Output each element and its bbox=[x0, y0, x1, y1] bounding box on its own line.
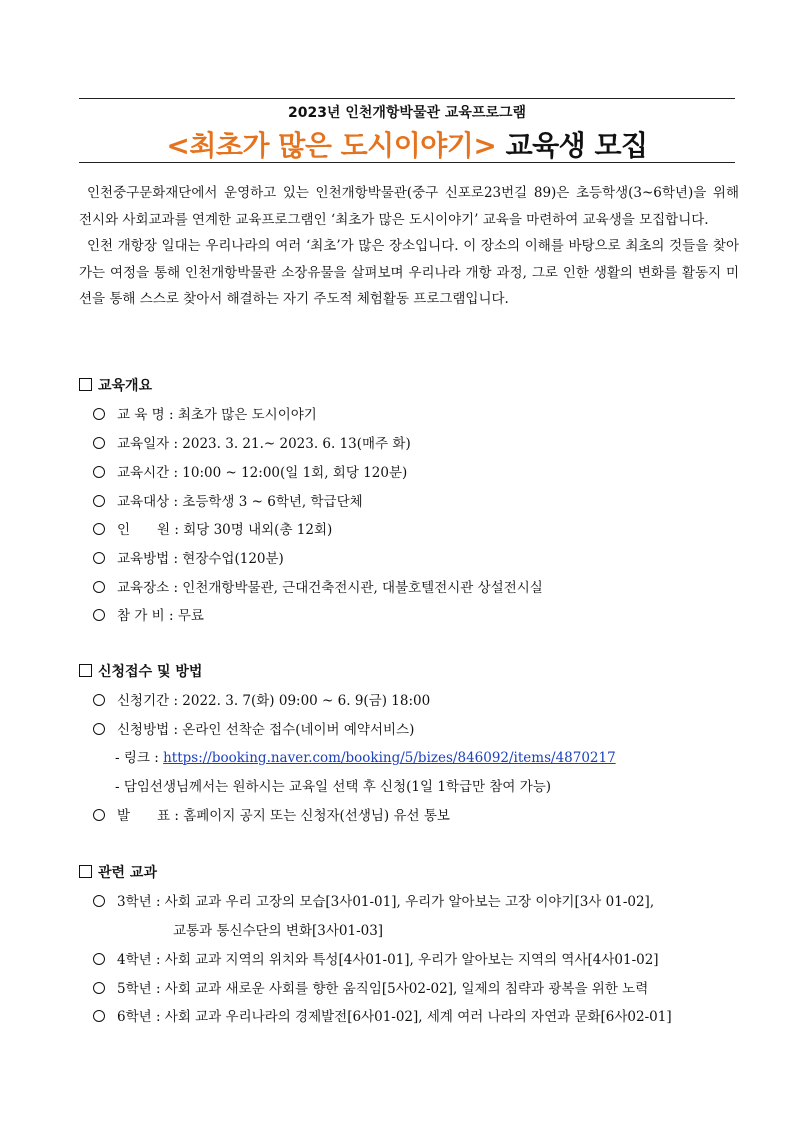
list-item bbox=[93, 1005, 672, 1025]
circle-bullet-icon bbox=[93, 953, 105, 965]
circle-bullet-icon bbox=[93, 466, 105, 478]
booking-link[interactable]: https://booking.naver.com/booking/5/bizes/846092/items/4870217 bbox=[163, 750, 616, 766]
list-item bbox=[93, 890, 654, 910]
list-item-text: 교육시간 : 10:00 ~ 12:00(일 1회, 회당 120분) bbox=[117, 465, 408, 481]
circle-bullet-icon bbox=[93, 437, 105, 449]
circle-bullet-icon bbox=[93, 408, 105, 420]
list-item-text: 5학년 : 사회 교과 새로운 사회를 향한 움직임[5사02-02], 일제의 침략과 광복을 위한 노력 bbox=[117, 981, 649, 997]
section-heading-application bbox=[79, 661, 202, 681]
list-item-text: 6학년 : 사회 교과 우리나라의 경제발전[6사01-02], 세계 여러 나라의 자연과 문화[6사02-01] bbox=[117, 1009, 672, 1025]
circle-bullet-icon bbox=[93, 523, 105, 535]
circle-bullet-icon bbox=[93, 1010, 105, 1022]
circle-bullet-icon bbox=[93, 609, 105, 621]
list-item bbox=[93, 977, 648, 997]
circle-bullet-icon bbox=[93, 723, 105, 735]
list-item-text: 교육일자 : 2023. 3. 21.~ 2023. 6. 13(매주 화) bbox=[117, 436, 411, 452]
list-item-text: 3학년 : 사회 교과 우리 고장의 모습[3사01-01], 우리가 알아보는 고장 이야기[3사 01-02], bbox=[117, 894, 655, 910]
list-item-text: 참 가 비 : 무료 bbox=[117, 608, 204, 624]
booking-link-row bbox=[115, 746, 616, 766]
section-heading-label: 신청접수 및 방법 bbox=[98, 664, 203, 680]
list-item-text: 교 육 명 : 최초가 많은 도시이야기 bbox=[117, 407, 317, 423]
checkbox-square-icon bbox=[79, 664, 92, 677]
list-item-text: 인 원 : 회당 30명 내외(총 12회) bbox=[117, 522, 333, 538]
application-note: - 담임선생님께서는 원하시는 교육일 선택 후 신청(1일 1학급만 참여 가능) bbox=[115, 779, 552, 795]
circle-bullet-icon bbox=[93, 694, 105, 706]
top-rule bbox=[79, 98, 735, 99]
link-label: - 링크 : bbox=[115, 750, 164, 766]
list-item-text: 신청기간 : 2022. 3. 7(화) 09:00 ~ 6. 9(금) 18:00 bbox=[117, 693, 431, 709]
circle-bullet-icon bbox=[93, 495, 105, 507]
list-item-text: 4학년 : 사회 교과 지역의 위치와 특성[4사01-01], 우리가 알아보는 지역의 역사[4사01-02] bbox=[117, 952, 659, 968]
title-rest: 교육생 모집 bbox=[496, 129, 648, 162]
list-item bbox=[93, 461, 407, 481]
circle-bullet-icon bbox=[93, 809, 105, 821]
list-item-text: 신청방법 : 온라인 선착순 접수(네이버 예약서비스) bbox=[117, 722, 415, 738]
section-heading-label: 교육개요 bbox=[98, 378, 153, 394]
list-item-text: 교육장소 : 인천개항박물관, 근대건축전시관, 대불호텔전시관 상설전시실 bbox=[117, 580, 543, 596]
list-item bbox=[93, 403, 317, 423]
circle-bullet-icon bbox=[93, 982, 105, 994]
section-heading-subjects bbox=[79, 862, 157, 882]
section-heading-overview bbox=[79, 375, 152, 395]
list-item bbox=[93, 518, 332, 538]
circle-bullet-icon bbox=[93, 581, 105, 593]
intro-paragraph-1: 인천중구문화재단에서 운영하고 있는 인천개항박물관(중구 신포로23번길 89)은 초등학생(3~6학년)을 위해 전시와 사회교과를 연계한 교육프로그램인 ‘최초가 많은 도시이야기’ 교육을 마련하여 교육생을 모집합니다. bbox=[79, 185, 739, 228]
list-item bbox=[93, 576, 543, 596]
list-item bbox=[93, 432, 411, 452]
intro-paragraph-2: 인천 개항장 일대는 우리나라의 여러 ‘최초’가 많은 장소입니다. 이 장소의 이해를 바탕으로 최초의 것들을 찾아가는 여정을 통해 인천개항박물관 소장유물을 살펴보며 우리나라 개항 과정, 그로 인한 생활의 변화를 활동지 미션을 통해 스스로 찾아서 해결하는 자기 주도적 체험활동 프로그램입니다. bbox=[79, 238, 739, 307]
header-subtitle: 2023년 인천개항박물관 교육프로그램 bbox=[287, 105, 527, 121]
list-item-continuation: 교통과 통신수단의 변화[3사01-03] bbox=[173, 923, 384, 939]
circle-bullet-icon bbox=[93, 895, 105, 907]
intro-text bbox=[79, 180, 739, 313]
circle-bullet-icon bbox=[93, 552, 105, 564]
list-item bbox=[93, 718, 414, 738]
list-item-text: 교육대상 : 초등학생 3 ~ 6학년, 학급단체 bbox=[117, 494, 363, 510]
list-item-text: 교육방법 : 현장수업(120분) bbox=[117, 551, 284, 567]
checkbox-square-icon bbox=[79, 378, 92, 391]
title-rule bbox=[79, 162, 735, 163]
title-highlight: <최초가 많은 도시이야기> bbox=[166, 129, 497, 162]
checkbox-square-icon bbox=[79, 865, 92, 878]
list-item bbox=[93, 604, 204, 624]
list-item bbox=[93, 689, 430, 709]
page-title bbox=[79, 124, 735, 164]
list-item bbox=[93, 547, 284, 567]
list-item-text: 발 표 : 홈페이지 공지 또는 신청자(선생님) 유선 통보 bbox=[117, 808, 450, 824]
list-item bbox=[93, 804, 450, 824]
section-heading-label: 관련 교과 bbox=[98, 865, 157, 881]
list-item bbox=[93, 490, 363, 510]
list-item bbox=[93, 948, 659, 968]
